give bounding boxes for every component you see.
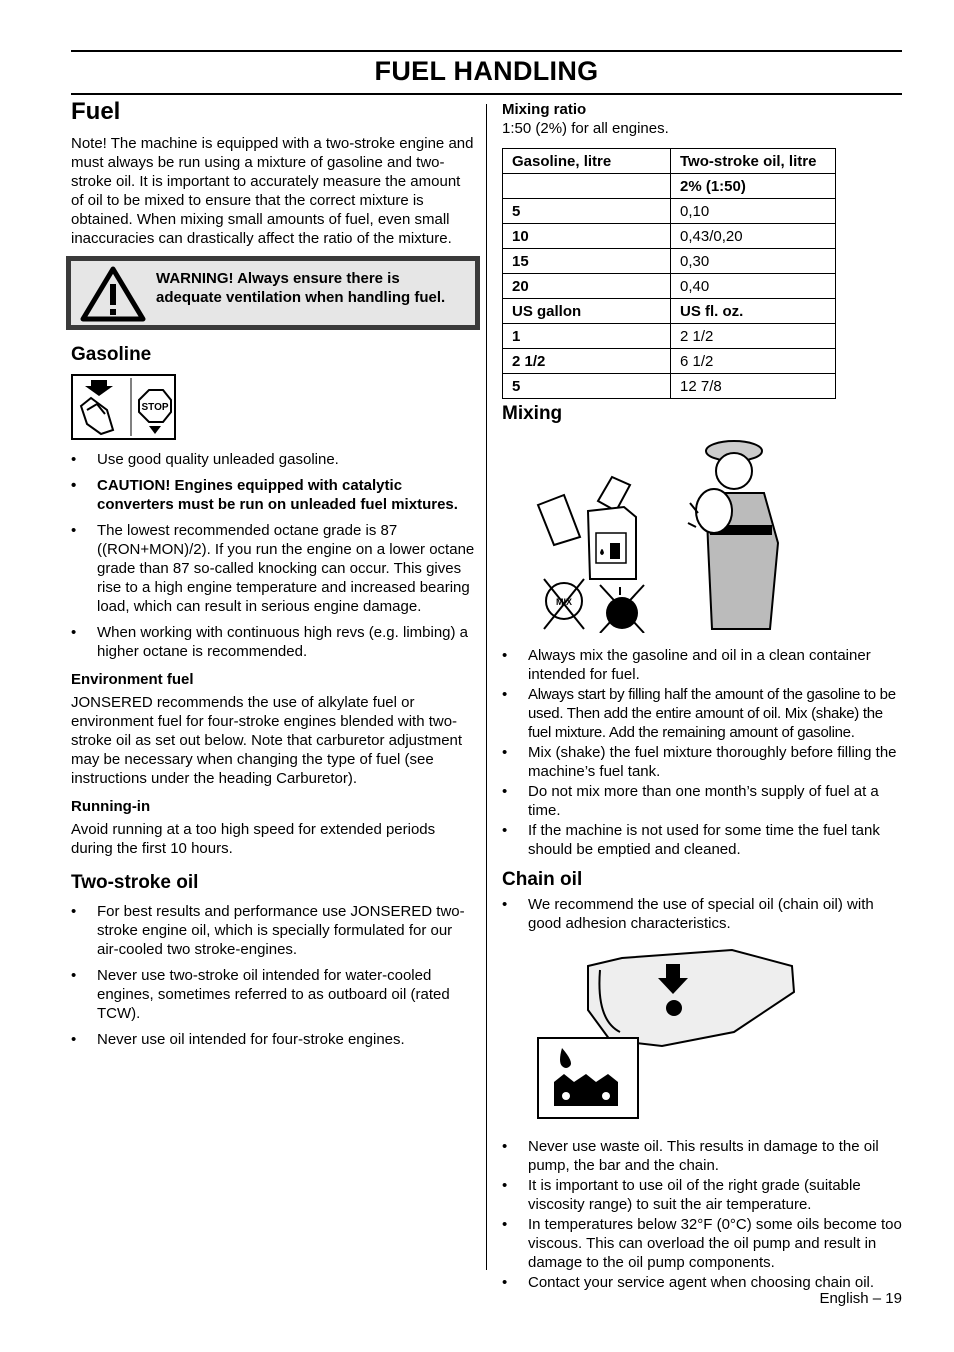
list-item: • Contact your service agent when choosing chain oil. <box>502 1273 902 1292</box>
table-row <box>503 199 836 224</box>
mixing-list <box>502 646 902 859</box>
table-cell: 12 7/8 <box>671 374 836 399</box>
table-cell: 2% (1:50) <box>671 174 836 199</box>
header-rule-bottom <box>71 93 902 95</box>
list-item: • We recommend the use of special oil (chain oil) with good adhesion characteristics. <box>502 895 902 933</box>
running-in-heading: Running-in <box>71 798 151 815</box>
table-row <box>503 149 836 174</box>
list-item: • Use good quality unleaded gasoline. <box>71 450 475 469</box>
list-item: • The lowest recommended octane grade is 87 ((RON+MON)/2). If you run the engine on a lower octane grade than 87 so-called knocking can occur. This gives rise to a high engine temperature and increased bearing load, which can result in serious engine damage. <box>71 521 475 616</box>
list-item: • In temperatures below 32°F (0°C) some oils become too viscous. This can overload the oil pump and result in damage to the oil pump components. <box>502 1215 902 1272</box>
table-row <box>503 349 836 374</box>
table-cell: US gallon <box>503 299 671 324</box>
column-divider <box>486 104 487 1270</box>
fuel-heading: Fuel <box>71 98 121 125</box>
fuel-stop-icon-box <box>71 374 176 440</box>
environment-fuel-heading: Environment fuel <box>71 671 194 688</box>
fuel-note: Note! The machine is equipped with a two-stroke engine and must always be run using a mixture of gasoline and two-stroke oil. It is important to accurately measure the amount of oil to be mixed to ensure that the correct mixture is obtained. When mixing small amounts of fuel, even small inaccuracies can drastically affect the ratio of the mixture. <box>71 135 474 247</box>
page-footer: English – 19 <box>819 1290 902 1307</box>
table-cell: 1 <box>503 324 671 349</box>
table-cell: 10 <box>503 224 671 249</box>
table-cell: 0,30 <box>671 249 836 274</box>
table-row <box>503 174 836 199</box>
list-item: • If the machine is not used for some time the fuel tank should be emptied and cleaned. <box>502 821 902 859</box>
table-cell: 6 1/2 <box>671 349 836 374</box>
left-column <box>71 98 475 1056</box>
table-cell: Gasoline, litre <box>503 149 671 174</box>
table-row <box>503 374 836 399</box>
table-cell: 20 <box>503 274 671 299</box>
table-row <box>503 324 836 349</box>
table-row <box>503 299 836 324</box>
right-column <box>502 100 902 1293</box>
list-item: • Never use waste oil. This results in damage to the oil pump, the bar and the chain. <box>502 1137 902 1175</box>
list-item: • Never use oil intended for four-stroke engines. <box>71 1030 475 1049</box>
table-cell: 2 1/2 <box>503 349 671 374</box>
chain-oil-illustration <box>502 940 902 1130</box>
list-item: • For best results and performance use JONSERED two-stroke engine oil, which is specially formulated for our air-cooled two stroke-engines. <box>71 902 475 959</box>
gasoline-list <box>71 450 475 661</box>
warning-text: WARNING! Always ensure there is adequate ventilation when handling fuel. <box>156 270 446 306</box>
chain-oil-heading: Chain oil <box>502 869 583 890</box>
table-cell: 5 <box>503 199 671 224</box>
table-cell <box>503 174 671 199</box>
gasoline-heading: Gasoline <box>71 344 152 365</box>
table-cell: 0,10 <box>671 199 836 224</box>
list-item: • Always start by filling half the amount of the gasoline to be used. Then add the entire amount of oil. Mix (shake) the fuel mixture. Add the remaining amount of gasoline. <box>502 685 902 742</box>
table-cell: 0,40 <box>671 274 836 299</box>
fuel-can-stop-icon <box>73 376 174 438</box>
table-cell: 5 <box>503 374 671 399</box>
table-cell: Two-stroke oil, litre <box>671 149 836 174</box>
two-stroke-list <box>71 902 475 1049</box>
table-cell: 2 1/2 <box>671 324 836 349</box>
page-title: FUEL HANDLING <box>374 56 599 86</box>
mixing-ratio-heading: Mixing ratio <box>502 101 587 118</box>
mixing-ratio-table <box>502 148 836 399</box>
list-item: • It is important to use oil of the right grade (suitable viscosity range) to suit the air temperature. <box>502 1176 902 1214</box>
table-row <box>503 249 836 274</box>
table-cell: US fl. oz. <box>671 299 836 324</box>
list-item: • Always mix the gasoline and oil in a clean container intended for fuel. <box>502 646 902 684</box>
table-cell: 0,43/0,20 <box>671 224 836 249</box>
two-stroke-oil-heading: Two-stroke oil <box>71 872 199 893</box>
environment-fuel-text: JONSERED recommends the use of alkylate fuel or environment fuel for four-stroke engines blended with two-stroke oil as set out below. Note that carburetor adjustment may be necessary when changing the type of fuel (see instructions under the heading Carburetor). <box>71 694 463 787</box>
warning-triangle-icon <box>79 265 147 323</box>
chain-oil-list <box>502 1137 902 1292</box>
list-item: • When working with continuous high revs (e.g. limbing) a higher octane is recommended. <box>71 623 475 661</box>
mixing-heading: Mixing <box>502 403 563 424</box>
list-item: • Mix (shake) the fuel mixture thoroughly before filling the machine’s fuel tank. <box>502 743 902 781</box>
list-item: • Never use two-stroke oil intended for water-cooled engines, sometimes referred to as outboard oil (rated TCW). <box>71 966 475 1023</box>
mix-label: MIX <box>555 597 573 607</box>
mixing-illustration <box>502 433 902 633</box>
chain-oil-intro-list <box>502 895 902 933</box>
table-row <box>503 274 836 299</box>
list-item: • CAUTION! Engines equipped with catalytic converters must be run on unleaded fuel mixtures. <box>71 476 475 514</box>
table-cell: 15 <box>503 249 671 274</box>
list-item: • Do not mix more than one month’s supply of fuel at a time. <box>502 782 902 820</box>
warning-box <box>66 256 480 330</box>
running-in-text: Avoid running at a too high speed for extended periods during the first 10 hours. <box>71 821 436 857</box>
header-rule-top <box>71 50 902 52</box>
table-row <box>503 224 836 249</box>
stop-label: STOP <box>141 402 169 413</box>
mixing-ratio-text: 1:50 (2%) for all engines. <box>502 120 669 137</box>
